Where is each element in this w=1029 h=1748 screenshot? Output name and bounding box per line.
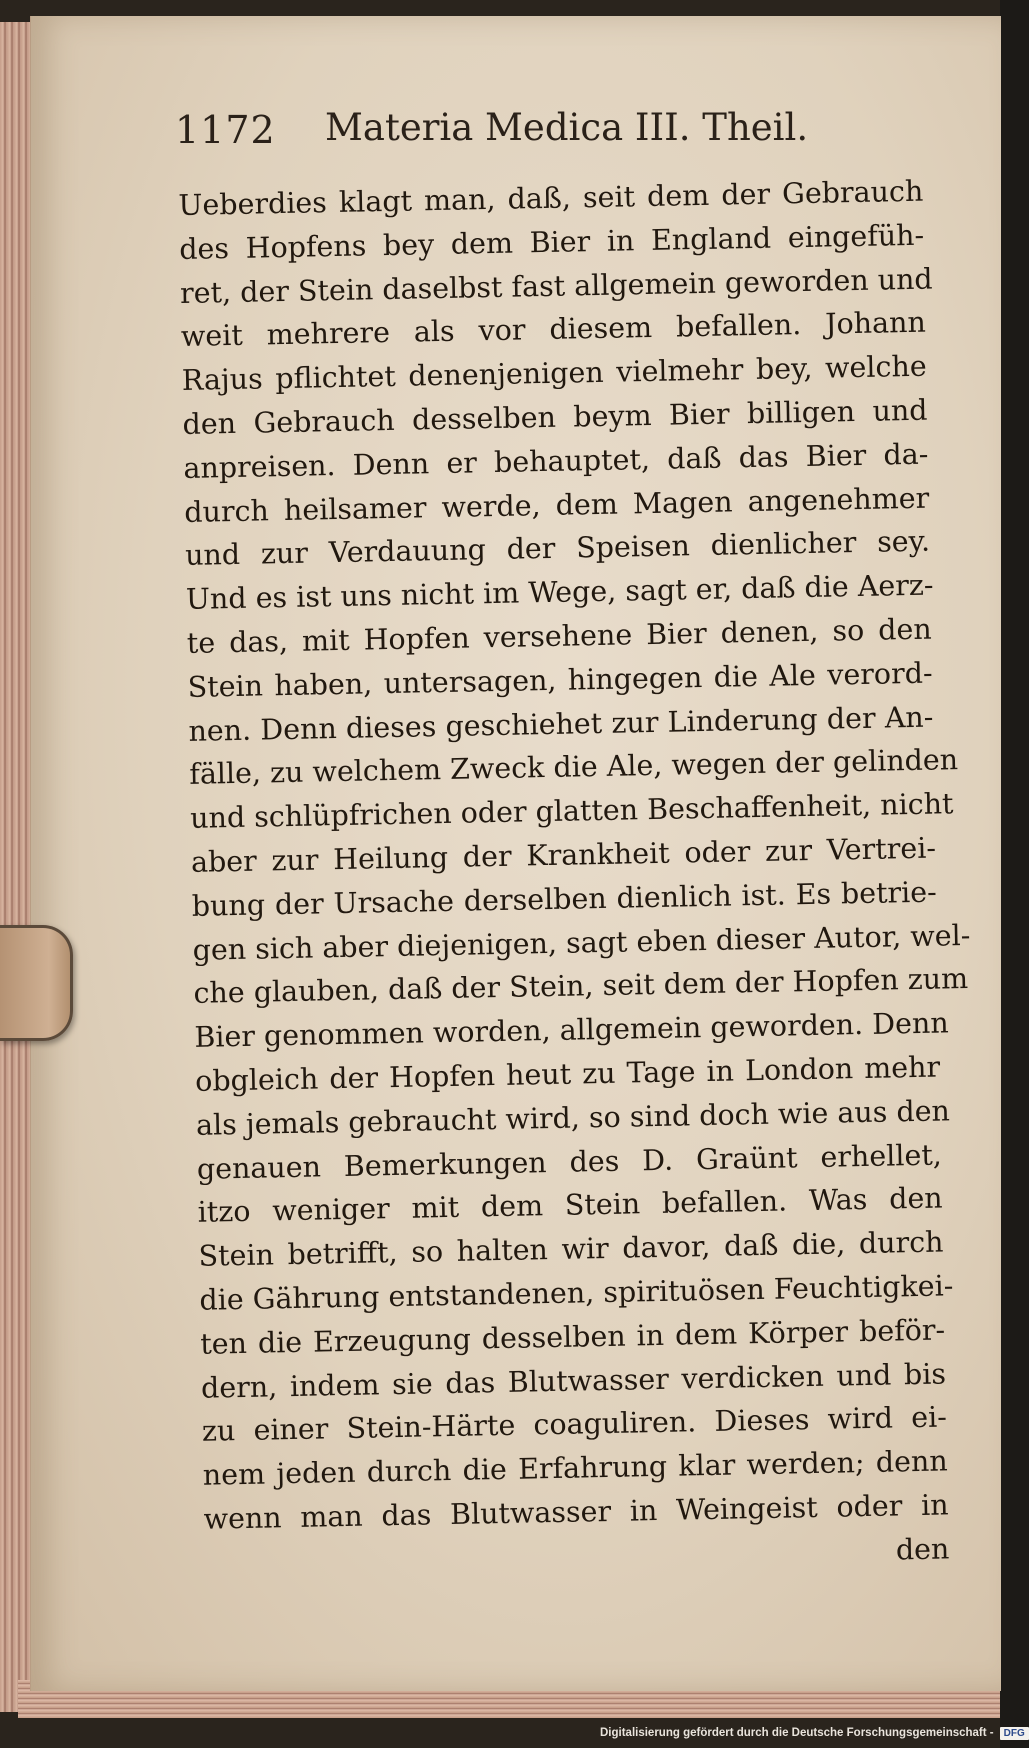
text-line: Stein haben, untersagen, hingegen die Ale verord- [187,656,933,704]
text-line: obgleich der Hopfen heut zu Tage in London mehr [194,1050,941,1098]
text-line: nem jeden durch die Erfahrung klar werden; denn [202,1444,948,1492]
text-line: che glauben, daß der Stein, seit dem der Hopfen zum [193,962,969,1011]
text-line: Und es ist uns nicht im Wege, sagt er, daß die Aerz- [185,568,934,617]
running-title: Materia Medica III. Theil. [325,106,809,149]
text-line: und schlüpfrichen oder glatten Beschaffenheit, nicht [189,787,954,836]
dfg-logo: DFG [1000,1727,1029,1740]
text-line: bung der Ursache derselben dienlich ist. Es betrie- [191,875,938,923]
text-line: weit mehrere als vor diesem befallen. Johann [180,306,927,354]
text-line: des Hopfens bey dem Bier in England eingefüh- [178,218,925,266]
text-line: und zur Verdauung der Speisen dienlicher sey. [184,525,931,573]
text-line: wenn man das Blutwasser in Weingeist oder in [203,1488,949,1536]
text-line: genauen Bemerkungen des D. Graünt erhellet, [196,1138,943,1186]
text-line: fälle, zu welchem Zweck die Ale, wegen der gelinden [189,743,959,792]
text-line: aber zur Heilung der Krankheit oder zur Vertrei- [190,831,937,879]
bookmark-tab [0,925,73,1041]
catchword: den [895,1532,950,1567]
text-line: nen. Denn dieses geschiehet zur Linderung der An- [188,700,934,748]
text-line: ten die Erzeugung desselben in dem Körper beför- [199,1313,946,1361]
text-line: Bier genommen worden, allgemein geworden. Denn [194,1006,949,1054]
text-line: anpreisen. Denn er behauptet, daß das Bier da- [183,437,929,485]
text-line: ret, der Stein daselbst fast allgemein geworden und [179,262,933,310]
digitization-credit [600,1722,1029,1744]
text-line: Ueberdies klagt man, daß, seit dem der Gebrauch [178,174,924,222]
text-line: Rajus pflichtet denenjenigen vielmehr bey, welche [181,349,927,398]
text-line: zu einer Stein-Härte coaguliren. Dieses wird ei- [201,1400,948,1449]
text-line: den Gebrauch desselben beym Bier billigen und [182,393,928,441]
text-line: itzo weniger mit dem Stein befallen. Was den [197,1181,943,1230]
page-number: 1172 [175,108,276,152]
credit-text: Digitalisierung gefördert durch die Deutsche Forschungsgemeinschaft - [600,1727,994,1739]
text-line: die Gährung entstandenen, spirituösen Feuchtigkei- [199,1269,954,1317]
body-text [178,170,971,1586]
text-line: durch heilsamer werde, dem Magen angenehmer [183,481,930,529]
page-header [175,100,975,160]
text-line: als jemals gebraucht wird, so sind doch wie aus den [195,1094,951,1142]
text-line: dern, indem sie das Blutwasser verdicken und bis [200,1356,947,1405]
text-line: gen sich aber diejenigen, sagt eben dieser Autor, wel- [192,918,971,967]
text-line: Stein betrifft, so halten wir davor, daß die, durch [198,1225,944,1273]
text-line: te das, mit Hopfen versehene Bier denen, so den [186,612,933,660]
